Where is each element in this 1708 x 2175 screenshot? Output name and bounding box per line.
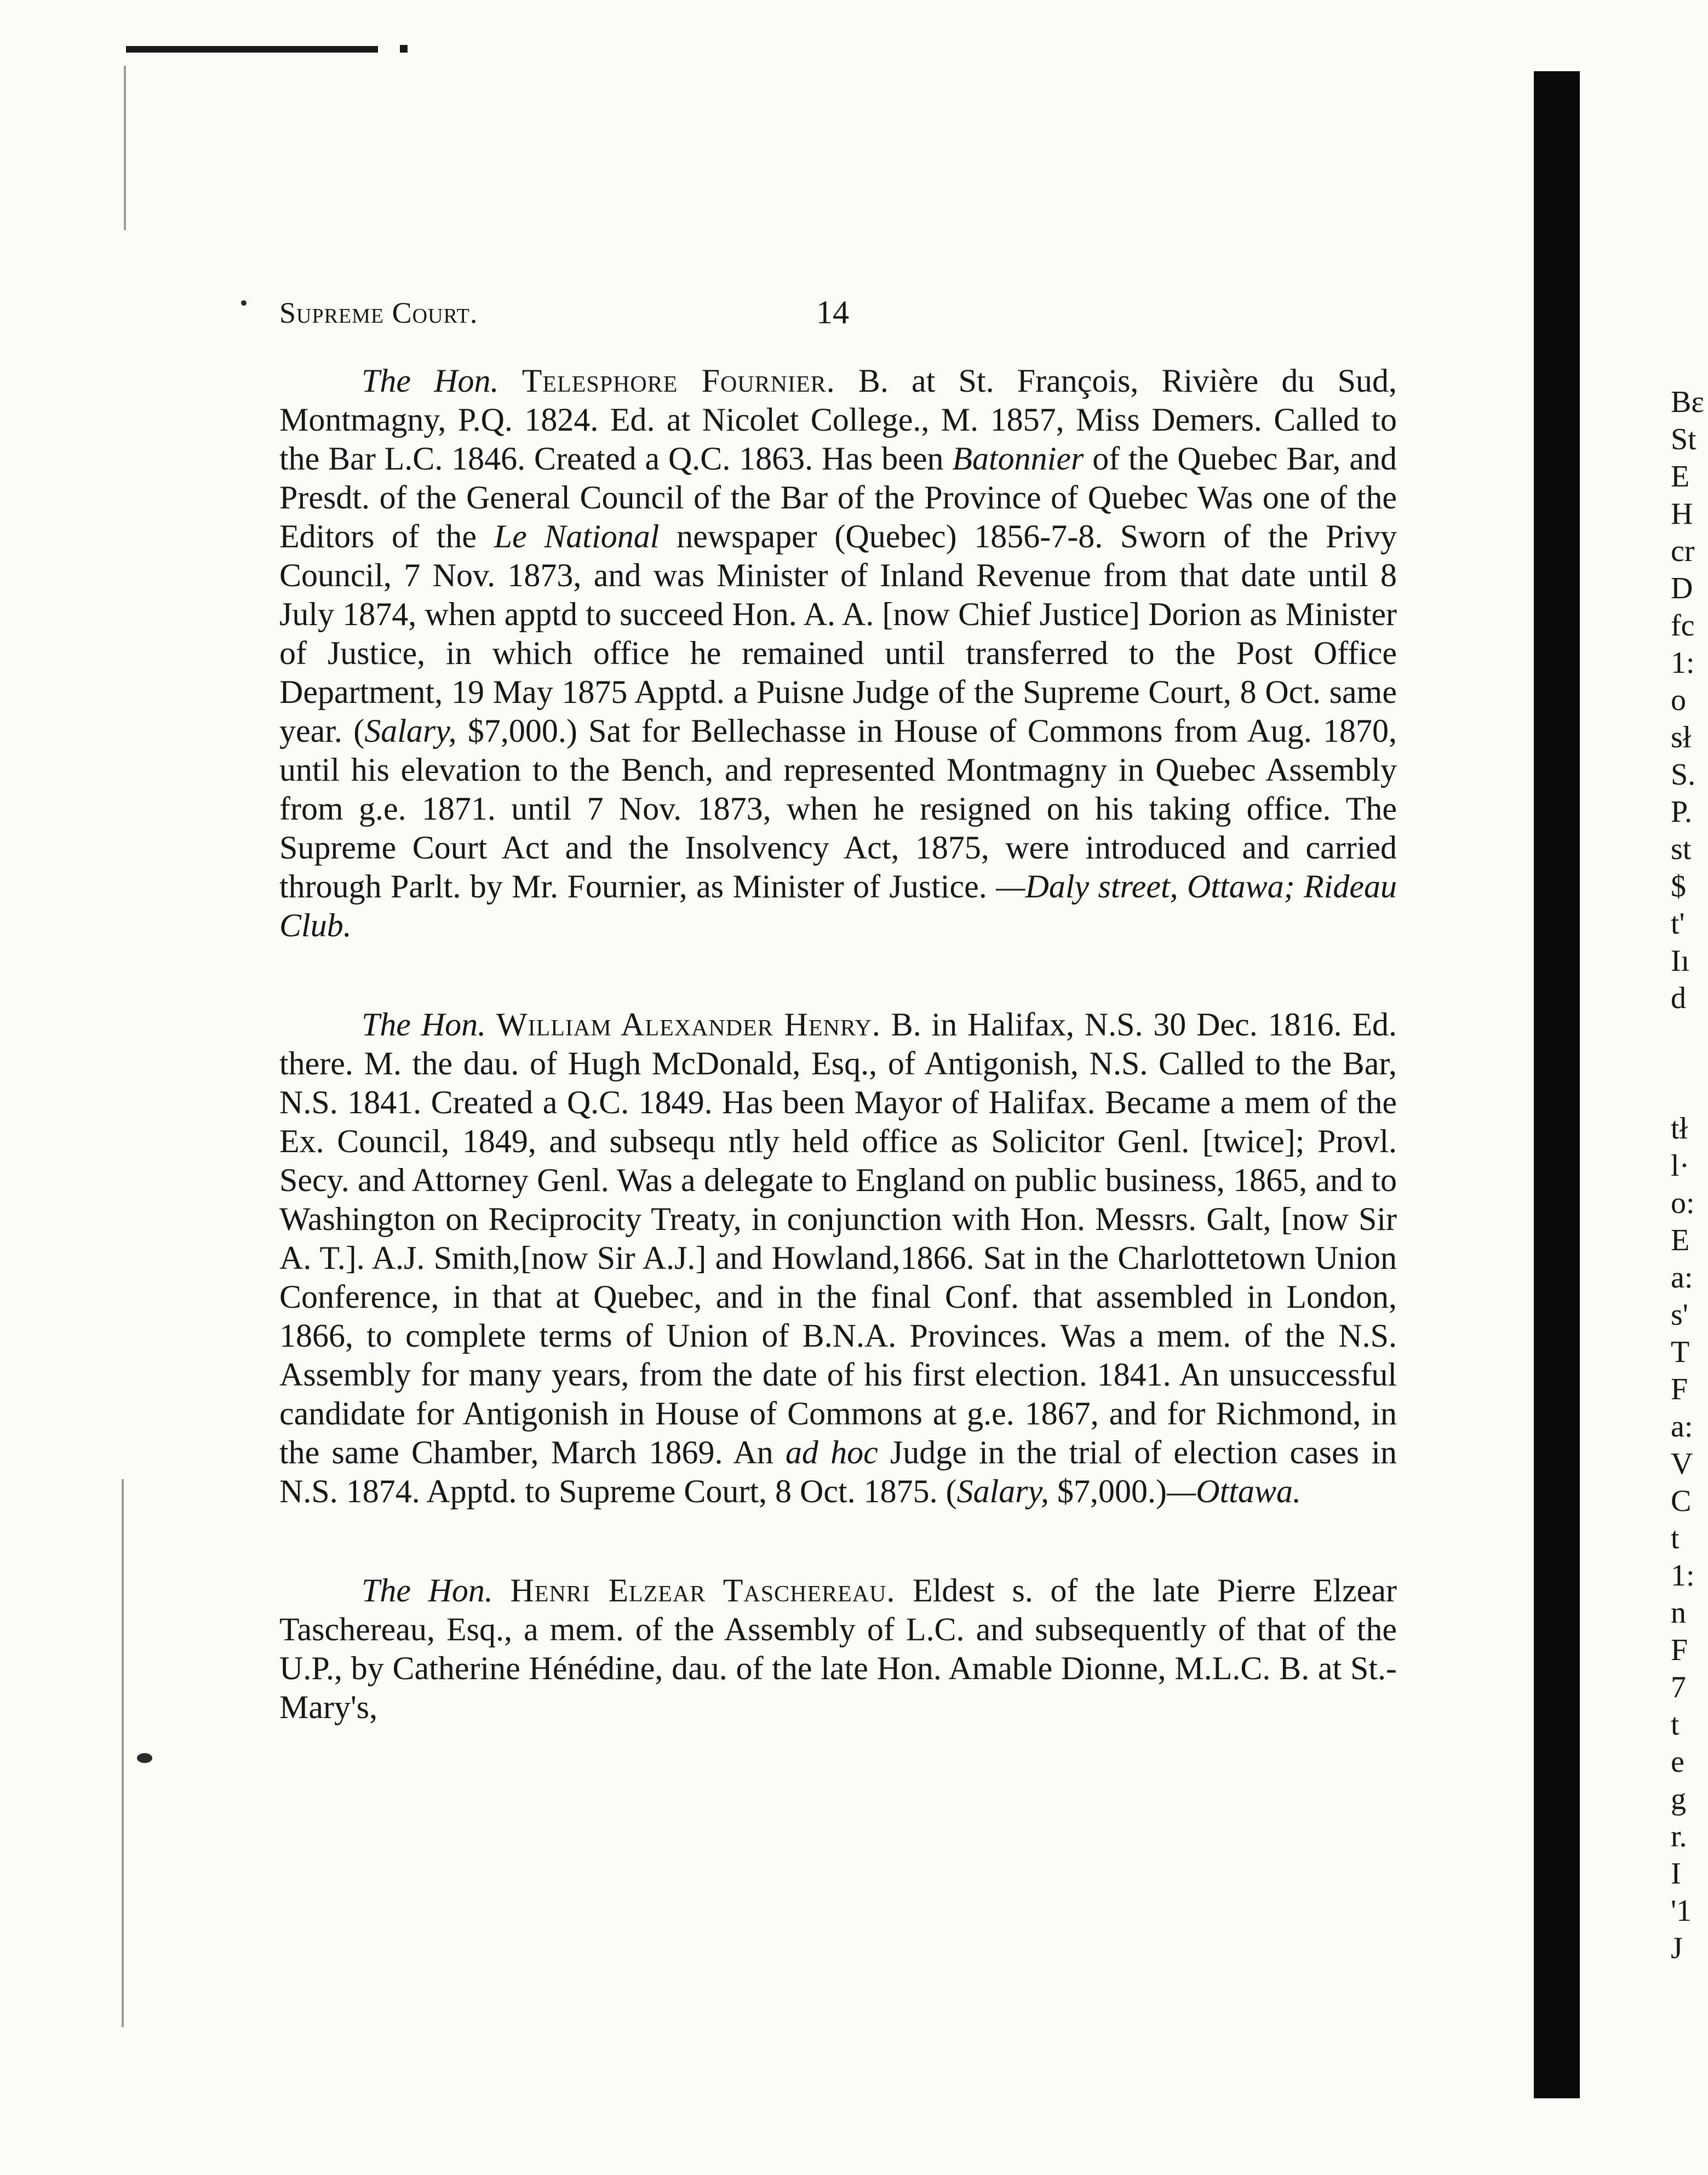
biography-entry (279, 1005, 1397, 1511)
margin-fragment: d (1671, 981, 1686, 1015)
margin-fragment: H (1671, 497, 1693, 531)
margin-fragment: St (1671, 422, 1696, 456)
margin-fragment: e (1671, 1745, 1684, 1779)
biography-entry (279, 1571, 1397, 1727)
margin-fragment: o (1671, 683, 1686, 717)
entry-name: William Alexander Henry. (496, 1006, 881, 1043)
margin-fragment: sł (1671, 720, 1692, 754)
entry-text-italic: Le National (494, 518, 660, 554)
entry-text-italic: ad hoc (785, 1434, 878, 1470)
entry-text: Eldest s. of the late Pierre Elzear Taschereau, Esq., a mem. of the Assembly of L.C. and subsequently of that of the U.P., by Catherine Hénédine, dau. of the late Hon. Amable Dionne, M.L.C. B. at St.-Mary's, (279, 1572, 1397, 1725)
margin-fragment: fc (1671, 609, 1695, 643)
margin-fragment: P. (1671, 795, 1692, 829)
margin-fragment: J (1671, 1931, 1683, 1965)
margin-fragment: $ (1671, 869, 1686, 903)
margin-fragment: 1: (1671, 646, 1695, 680)
entry-honorific: The Hon. (362, 363, 499, 399)
margin-fragment: '1 (1671, 1894, 1692, 1928)
entry-text-italic: Batonnier (952, 440, 1084, 477)
entry-honorific: The Hon. (362, 1572, 493, 1609)
margin-fragment: t (1671, 1521, 1680, 1555)
margin-fragment: S. (1671, 758, 1696, 792)
adjacent-page-edge (1534, 71, 1580, 2098)
margin-fragment: cr (1671, 534, 1695, 568)
entry-text: $7,000.) (1048, 1473, 1167, 1509)
margin-fragment: t' (1671, 907, 1685, 941)
margin-fragment: n (1671, 1596, 1686, 1630)
page-number: 14 (816, 294, 849, 330)
entry-address: —Daly street, Ottawa; Rideau Club. (279, 868, 1397, 943)
scan-top-dot (400, 45, 408, 53)
entry-honorific: The Hon. (362, 1006, 486, 1043)
entry-text-italic: Salary, (956, 1473, 1049, 1509)
margin-fragment: D (1671, 571, 1693, 605)
margin-fragment: a: (1671, 1410, 1693, 1444)
gutter-mark (122, 1479, 124, 2027)
entry-text: newspaper (Quebec) 1856-7-8. Sworn of the Privy Council, 7 Nov. 1873, and was Minister of Inland Revenue from that date until 8 July 1874, when apptd to succeed Hon. A. A. [now Chief Justice] Dorion as Minister of Justice, in which office he remained until transferred to the Post Office Department, 19 May 1875 Apptd. a Puisne Judge of the Supreme Court, 8 Oct. same year. ( (279, 518, 1397, 749)
entry-name: Telesphore Fournier. (521, 363, 835, 399)
margin-fragment: g (1671, 1782, 1686, 1816)
margin-fragment: E (1671, 460, 1690, 494)
running-title: Supreme Court. (279, 296, 478, 329)
running-head (279, 296, 1397, 362)
scan-top-rule (126, 46, 378, 53)
biography-entry (279, 362, 1397, 945)
margin-fragment: V (1671, 1447, 1693, 1481)
margin-fragment: t (1671, 1708, 1680, 1742)
margin-fragment: 1: (1671, 1559, 1695, 1593)
scan-speck (137, 1753, 152, 1763)
margin-fragment: st (1671, 832, 1692, 866)
entry-text: B. in Halifax, N.S. 30 Dec. 1816. Ed. there. M. the dau. of Hugh McDonald, Esq., of Antigonish, N.S. Called to the Bar, N.S. 1841. Created a Q.C. 1849. Has been Mayor of Halifax. Became a mem of the Ex. Council, 1849, and subsequ ntly held office as Solicitor Genl. [twice]; Provl. Secy. and Attorney Genl. Was a delegate to England on public business, 1865, and to Washington on Reciprocity Treaty, in conjunction with Hon. Messrs. Galt, [now Sir A. T.]. A.J. Smith,[now Sir A.J.] and Howland,1866. Sat in the Charlottetown Union Conference, in that at Quebec, and in the final Conf. that assembled in London, 1866, to complete terms of Union of B.N.A. Provinces. Was a mem. of the N.S. Assembly for many years, from the date of his first election. 1841. An unsuccessful candidate for Antigonish in House of Commons at g.e. 1867, and for Richmond, in the same Chamber, March 1869. An (279, 1006, 1397, 1470)
margin-fragment: o: (1671, 1186, 1695, 1220)
margin-fragment: C (1671, 1484, 1692, 1518)
margin-fragment: T (1671, 1335, 1690, 1369)
entry-text: $7,000.) Sat for Bellechasse in House of Commons from Aug. 1870, until his elevation to the Bench, and represented Montmagny in Quebec Assembly from g.e. 1871. until 7 Nov. 1873, when he resigned on his taking office. The Supreme Court Act and the Insolvency Act, 1875, were introduced and carried through Parlt. by Mr. Fournier, as Minister of Justice. (279, 713, 1397, 905)
margin-fragment: Bε (1671, 385, 1704, 419)
entry-text-italic: Salary, (364, 713, 457, 749)
book-page (279, 296, 1397, 1787)
margin-fragment: F (1671, 1372, 1688, 1406)
margin-fragment: 7 (1671, 1670, 1686, 1704)
entry-text: B. at St. François, Rivière du Sud, Montmagny, P.Q. 1824. Ed. at Nicolet College., M. 1857, Miss Demers. Called to the Bar L.C. 1846. Created a Q.C. 1863. Has been (279, 363, 1397, 477)
entry-address: —Ottawa. (1166, 1473, 1301, 1509)
entry-text: Judge in the trial of election cases in N.S. 1874. Apptd. to Supreme Court, 8 Oct. 1875. ( (279, 1434, 1397, 1509)
margin-fragment: l· (1671, 1149, 1690, 1183)
adjacent-page-fragment (1671, 384, 1708, 1967)
scan-speck (241, 300, 247, 306)
margin-fragment: E (1671, 1223, 1690, 1257)
margin-fragment: s' (1671, 1298, 1688, 1332)
margin-fragment: Iı (1671, 944, 1690, 978)
margin-fragment: I (1671, 1857, 1681, 1891)
margin-fragment: F (1671, 1633, 1688, 1667)
margin-fragment: tł (1671, 1112, 1688, 1146)
gutter-mark (124, 66, 126, 230)
margin-fragment: r. (1671, 1819, 1687, 1853)
entry-text: of the Quebec Bar, and Presdt. of the General Council of the Bar of the Province of Quebec Was one of the Editors of the (279, 440, 1397, 554)
margin-fragment: a: (1671, 1261, 1693, 1295)
entry-name: Henri Elzear Taschereau. (510, 1572, 896, 1609)
